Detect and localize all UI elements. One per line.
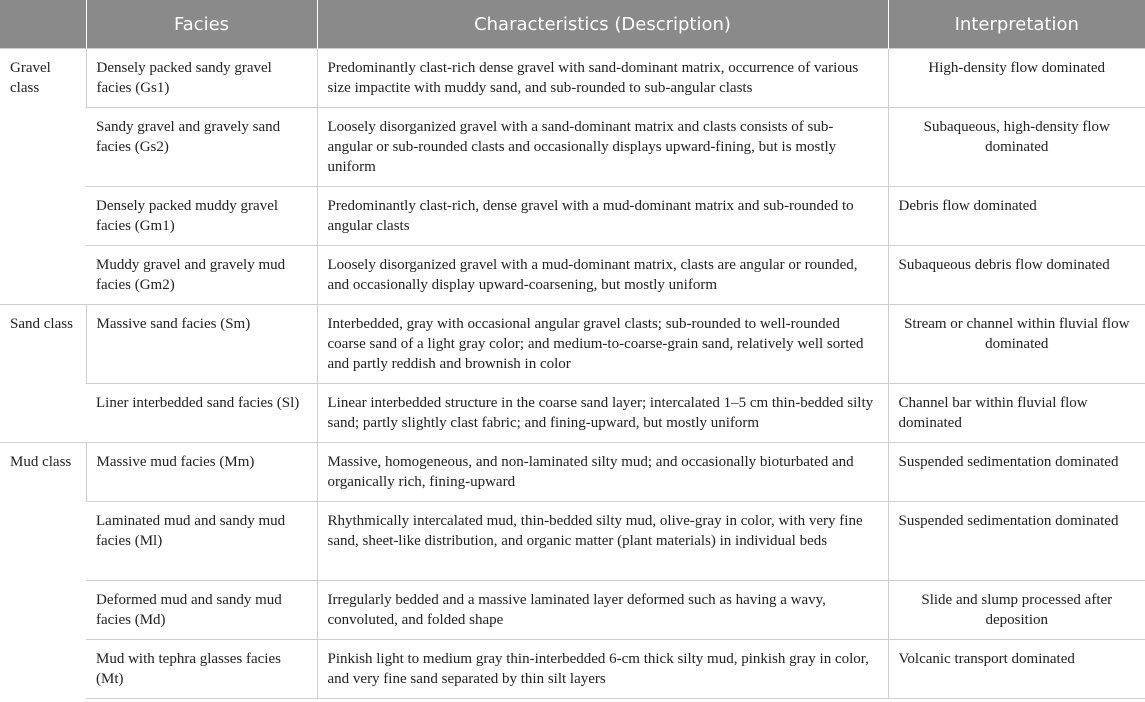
characteristics-cell: Interbedded, gray with occasional angular gravel clasts; sub-rounded to well-rounded coarse sand of a light gray color; and medium-to-coarse-grain sand, relatively well sorted and partly reddish and brownish in color xyxy=(317,305,888,384)
header-characteristics: Characteristics (Description) xyxy=(317,0,888,49)
facies-cell: Deformed mud and sandy mud facies (Md) xyxy=(86,581,317,640)
interpretation-cell: Debris flow dominated xyxy=(888,187,1145,246)
interpretation-cell: Subaqueous, high-density flow dominated xyxy=(888,108,1145,187)
table-header xyxy=(0,0,1145,49)
characteristics-cell: Massive, homogeneous, and non-laminated silty mud; and occasionally bioturbated and organically rich, fining-upward xyxy=(317,443,888,502)
facies-cell: Muddy gravel and gravely mud facies (Gm2) xyxy=(86,246,317,305)
interpretation-cell: Slide and slump processed after deposition xyxy=(888,581,1145,640)
interpretation-cell: Stream or channel within fluvial flow dominated xyxy=(888,305,1145,384)
characteristics-cell: Irregularly bedded and a massive laminated layer deformed such as having a wavy, convoluted, and folded shape xyxy=(317,581,888,640)
facies-cell: Sandy gravel and gravely sand facies (Gs2) xyxy=(86,108,317,187)
table-row xyxy=(0,443,1145,502)
table-row xyxy=(0,108,1145,187)
characteristics-cell: Rhythmically intercalated mud, thin-bedded silty mud, olive-gray in color, with very fine sand, sheet-like distribution, and organic matter (plant materials) in individual beds xyxy=(317,502,888,581)
table-row xyxy=(0,384,1145,443)
header-facies: Facies xyxy=(86,0,317,49)
table-row xyxy=(0,49,1145,108)
table-row xyxy=(0,187,1145,246)
table-row xyxy=(0,246,1145,305)
interpretation-cell: High-density flow dominated xyxy=(888,49,1145,108)
facies-cell: Densely packed sandy gravel facies (Gs1) xyxy=(86,49,317,108)
header-interpretation: Interpretation xyxy=(888,0,1145,49)
facies-cell: Liner interbedded sand facies (Sl) xyxy=(86,384,317,443)
table-body xyxy=(0,49,1145,699)
table-row xyxy=(0,581,1145,640)
interpretation-cell: Subaqueous debris flow dominated xyxy=(888,246,1145,305)
class-cell-mud: Mud class xyxy=(0,443,86,699)
characteristics-cell: Linear interbedded structure in the coarse sand layer; intercalated 1–5 cm thin-bedded silty sand; partly slightly clast fabric; and fining-upward, but mostly uniform xyxy=(317,384,888,443)
class-cell-sand: Sand class xyxy=(0,305,86,443)
table-row xyxy=(0,502,1145,581)
characteristics-cell: Loosely disorganized gravel with a sand-dominant matrix and clasts consists of sub-angular or sub-rounded clasts and occasionally displays upward-fining, but is mostly uniform xyxy=(317,108,888,187)
interpretation-cell: Volcanic transport dominated xyxy=(888,640,1145,699)
facies-cell: Densely packed muddy gravel facies (Gm1) xyxy=(86,187,317,246)
interpretation-cell: Suspended sedimentation dominated xyxy=(888,502,1145,581)
characteristics-cell: Predominantly clast-rich dense gravel with sand-dominant matrix, occurrence of various size impactite with muddy sand, and sub-rounded to sub-angular clasts xyxy=(317,49,888,108)
characteristics-cell: Predominantly clast-rich, dense gravel with a mud-dominant matrix and sub-rounded to angular clasts xyxy=(317,187,888,246)
facies-cell: Mud with tephra glasses facies (Mt) xyxy=(86,640,317,699)
interpretation-cell: Suspended sedimentation dominated xyxy=(888,443,1145,502)
table-row xyxy=(0,640,1145,699)
table-row xyxy=(0,305,1145,384)
facies-cell: Massive mud facies (Mm) xyxy=(86,443,317,502)
facies-cell: Laminated mud and sandy mud facies (Ml) xyxy=(86,502,317,581)
class-cell-gravel: Gravel class xyxy=(0,49,86,305)
interpretation-cell: Channel bar within fluvial flow dominated xyxy=(888,384,1145,443)
characteristics-cell: Loosely disorganized gravel with a mud-dominant matrix, clasts are angular or rounded, and occasionally display upward-coarsening, but mostly uniform xyxy=(317,246,888,305)
header-class xyxy=(0,0,86,49)
facies-cell: Massive sand facies (Sm) xyxy=(86,305,317,384)
characteristics-cell: Pinkish light to medium gray thin-interbedded 6-cm thick silty mud, pinkish gray in color, and very fine sand separated by thin silt layers xyxy=(317,640,888,699)
